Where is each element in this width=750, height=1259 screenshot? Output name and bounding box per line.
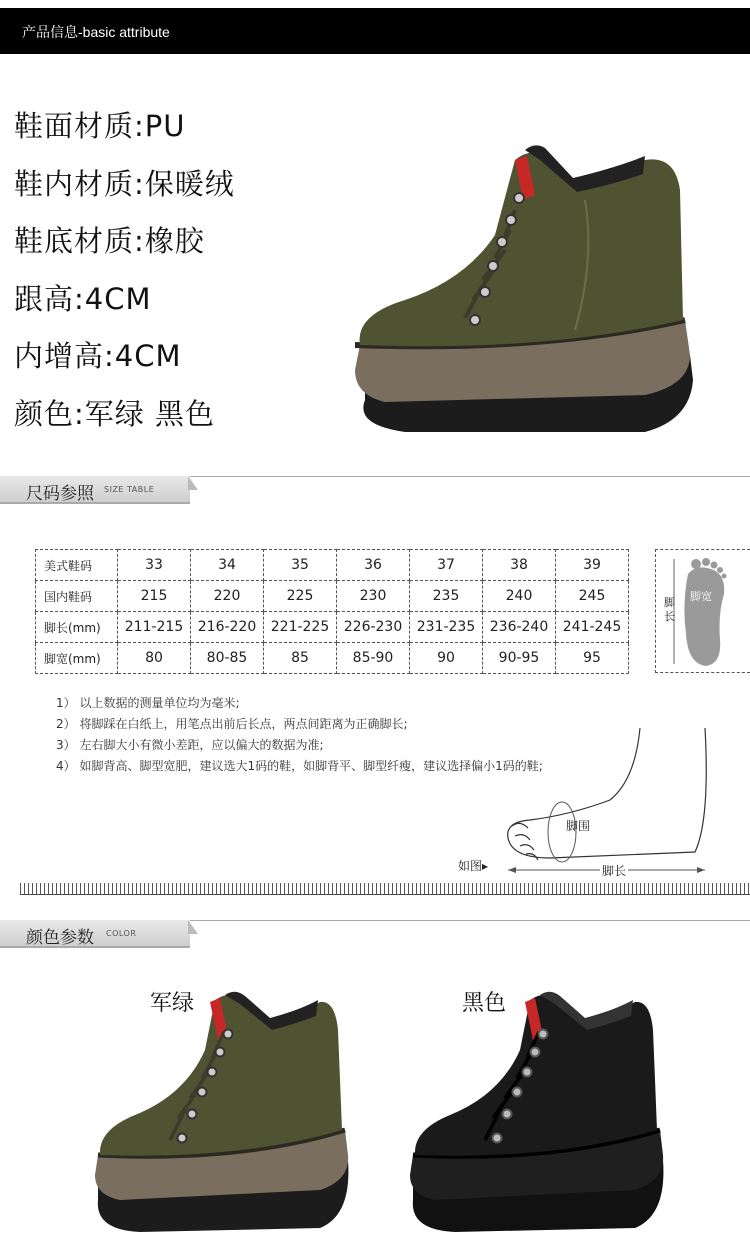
size-table — [35, 549, 629, 674]
section-header-title: 产品信息-basic attribute — [22, 24, 170, 40]
size-row-label: 脚长(mm) — [36, 612, 118, 643]
size-row-foot-width — [36, 643, 629, 674]
foot-side-diagram — [500, 720, 720, 880]
size-table-title: 尺码参照 — [26, 484, 94, 504]
size-row-foot-length — [36, 612, 629, 643]
note-1: 1） 以上数据的测量单位均为毫米; — [56, 696, 240, 710]
color-tab — [0, 920, 190, 948]
size-cell: 90-95 — [483, 643, 556, 674]
size-row-label: 国内鞋码 — [36, 581, 118, 612]
size-cell: 36 — [337, 550, 410, 581]
size-cell: 230 — [337, 581, 410, 612]
size-cell: 225 — [264, 581, 337, 612]
note-2: 2） 将脚踩在白纸上，用笔点出前后长点，两点间距离为正确脚长; — [56, 717, 408, 731]
size-cell: 37 — [410, 550, 483, 581]
size-cell: 220 — [191, 581, 264, 612]
product-image-army-green — [90, 990, 360, 1240]
product-image-black — [405, 990, 675, 1240]
size-cell: 34 — [191, 550, 264, 581]
size-cell: 39 — [556, 550, 629, 581]
color-label-black: 黑色 — [462, 991, 507, 1016]
ruler-divider — [20, 883, 750, 895]
footprint-diagram — [655, 549, 750, 673]
color-label-army-green: 军绿 — [150, 991, 195, 1016]
size-cell: 231-235 — [410, 612, 483, 643]
size-cell: 241-245 — [556, 612, 629, 643]
size-cell: 245 — [556, 581, 629, 612]
size-cell: 80 — [118, 643, 191, 674]
attr-inner-height: 内增高:4CM — [14, 339, 182, 373]
size-cell: 211-215 — [118, 612, 191, 643]
size-cell: 35 — [264, 550, 337, 581]
size-cell: 236-240 — [483, 612, 556, 643]
foot-width-label: 脚宽 — [690, 590, 712, 603]
attr-heel-height: 跟高:4CM — [14, 282, 152, 316]
size-cell: 240 — [483, 581, 556, 612]
footprint-icon — [666, 554, 746, 669]
color-section-subtitle: COLOR — [106, 929, 137, 938]
color-section-title: 颜色参数 — [26, 928, 94, 948]
example-label: 如图▸ — [458, 859, 489, 873]
size-row-us — [36, 550, 629, 581]
size-cell: 95 — [556, 643, 629, 674]
note-4: 4） 如脚背高、脚型宽肥，建议选大1码的鞋，如脚背平、脚型纤瘦，建议选择偏小1码的鞋; — [56, 759, 543, 773]
foot-girth-label: 脚围 — [566, 819, 591, 833]
note-3: 3） 左右脚大小有微小差距，应以偏大的数据为准; — [56, 738, 324, 752]
attr-lining-material: 鞋内材质:保暖绒 — [14, 167, 235, 201]
size-row-cn — [36, 581, 629, 612]
size-row-label: 脚宽(mm) — [36, 643, 118, 674]
attr-sole-material: 鞋底材质:橡胶 — [14, 224, 205, 258]
foot-length-label: 脚长 — [664, 596, 675, 623]
product-image-green-boot — [345, 140, 705, 440]
size-table-subtitle: SIZE TABLE — [104, 485, 155, 494]
size-cell: 215 — [118, 581, 191, 612]
size-cell: 226-230 — [337, 612, 410, 643]
attr-colors: 颜色:军绿 黑色 — [14, 397, 215, 431]
size-cell: 80-85 — [191, 643, 264, 674]
section-header-basic-attribute — [0, 8, 750, 54]
size-cell: 85 — [264, 643, 337, 674]
size-cell: 235 — [410, 581, 483, 612]
size-cell: 216-220 — [191, 612, 264, 643]
size-cell: 90 — [410, 643, 483, 674]
size-cell: 38 — [483, 550, 556, 581]
size-table-tab — [0, 476, 190, 504]
foot-side-length-label: 脚长 — [602, 864, 627, 878]
size-cell: 221-225 — [264, 612, 337, 643]
size-cell: 85-90 — [337, 643, 410, 674]
attr-upper-material: 鞋面材质:PU — [14, 109, 186, 143]
size-row-label: 美式鞋码 — [36, 550, 118, 581]
size-cell: 33 — [118, 550, 191, 581]
